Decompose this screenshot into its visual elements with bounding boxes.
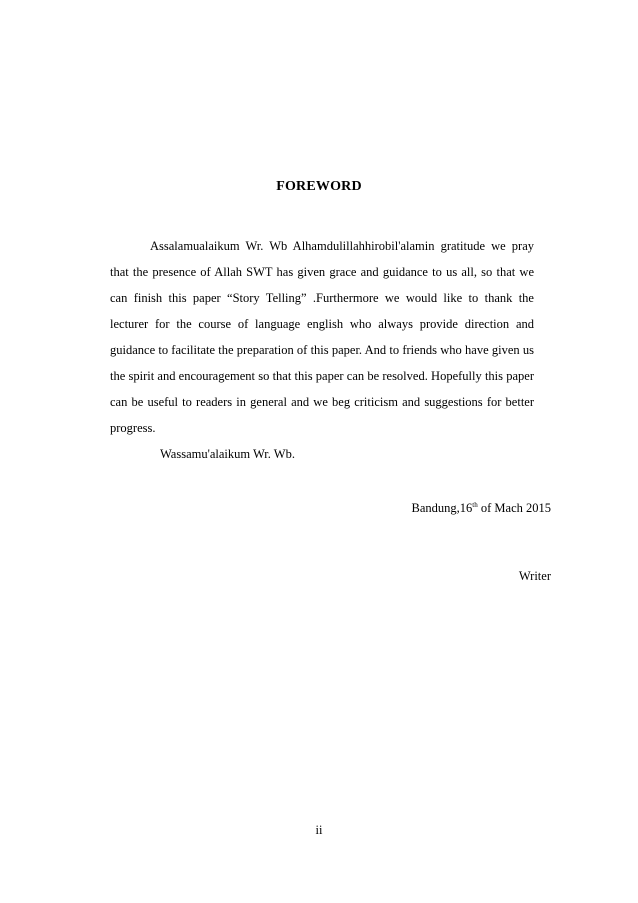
- foreword-body: [110, 233, 534, 467]
- page-number: ii: [315, 823, 323, 837]
- foreword-paragraph: Assalamualaikum Wr. Wb Alhamdulillahhirobil'alamin gratitude we pray that the presence of Allah SWT has given grace and guidance to us all, so that we can finish this paper “Story Telling” .Furthermore we would like to thank the lecturer for the course of language english who always provide direction and guidance to facilitate the preparation of this paper. And to friends who have given us the spirit and encouragement so that this paper can be resolved. Hopefully this paper can be useful to readers in general and we beg criticism and suggestions for better progress.: [110, 239, 534, 435]
- date-day-suffix: th: [472, 501, 478, 509]
- closing-salutation: Wassamu'alaikum Wr. Wb.: [160, 447, 295, 461]
- date-place-day: Bandung,16: [411, 501, 473, 515]
- date-month-year: of Mach 2015: [477, 501, 551, 515]
- signature-writer: Writer: [518, 569, 551, 583]
- signature-date: [412, 501, 551, 516]
- page-title: FOREWORD: [276, 179, 362, 194]
